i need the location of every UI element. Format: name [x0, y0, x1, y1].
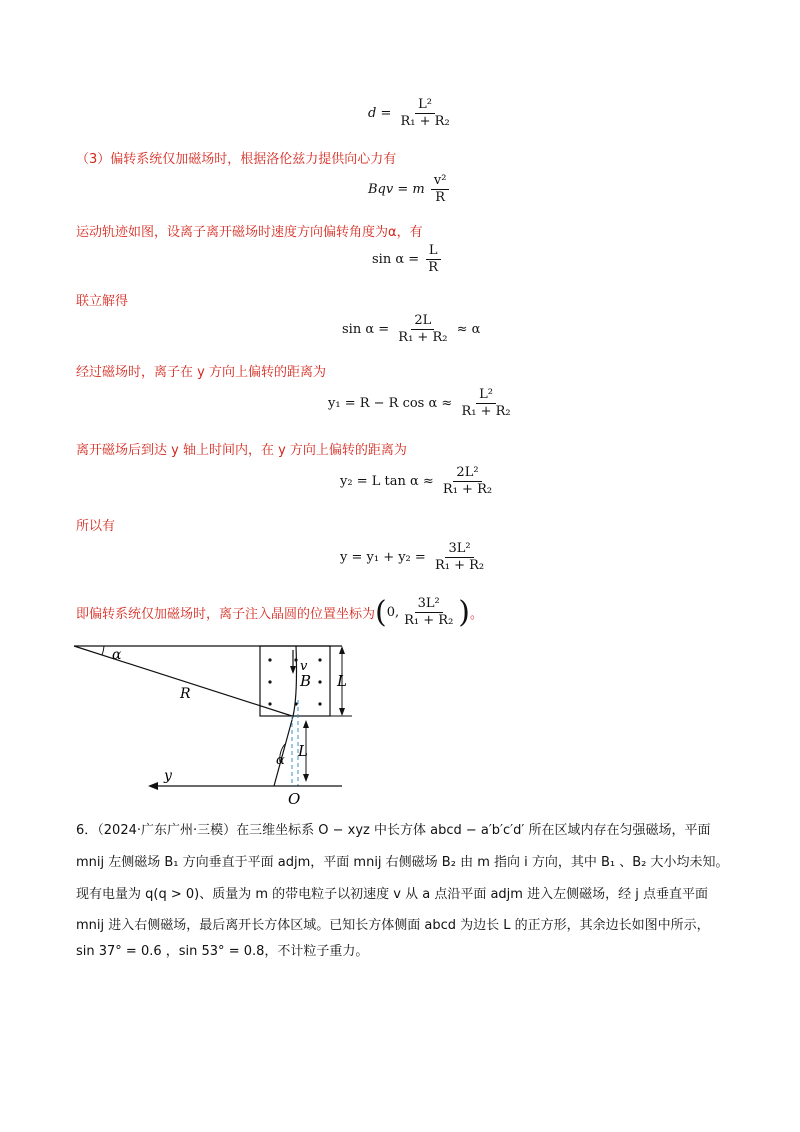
- eq-y-den: R₁ + R₂: [434, 558, 485, 573]
- label-alpha-top: α: [112, 647, 122, 663]
- eq-y-lhs: y = y₁ + y₂ =: [340, 550, 426, 565]
- label-alpha-bottom: α: [276, 753, 285, 768]
- radius-line: [74, 646, 292, 716]
- eq-y2-lhs: y₂ = L tan α ≈: [340, 474, 434, 489]
- y-axis-arrowhead: [148, 782, 158, 790]
- label-B: B: [300, 672, 312, 690]
- equation-y2: [340, 466, 497, 497]
- eq-d-lhs: d =: [368, 106, 392, 121]
- eq-y1-lhs: y₁ = R − R cos α ≈: [328, 396, 453, 411]
- problem6-line4: mnij 进入右侧磁场，最后离开长方体区域。已知长方体侧面 abcd 为边长 L 的正方形，其余边长如图中所示，: [76, 918, 710, 933]
- paragraph-y1: 经过磁场时，离子在 y 方向上偏转的距离为: [76, 365, 326, 380]
- eq-sin2-lhs: sin α =: [342, 322, 390, 337]
- label-v: v: [300, 659, 308, 674]
- eq-sin2-num: 2L: [411, 314, 434, 330]
- label-y: y: [164, 768, 172, 784]
- final-coord-first: 0,: [386, 604, 400, 620]
- problem6-line1: 6．（2024·广东广州·三模）在三维坐标系 O − xyz 中长方体 abcd − a′b′c′d′ 所在区域内存在匀强磁场，平面: [76, 823, 711, 838]
- paragraph-so: 所以有: [76, 519, 116, 534]
- equation-y1: [328, 388, 516, 419]
- eq-bqv-den: R: [435, 190, 446, 205]
- eq-d-num: L²: [415, 98, 435, 114]
- paragraph-final: [76, 590, 483, 634]
- eq-y2-num: 2L²: [453, 466, 481, 482]
- final-coordinate: ( 0, $\frac{\text{3L²}}{\text{R₁ + R₂}}$ ): [375, 594, 471, 630]
- eq-sin2-den: R₁ + R₂: [398, 330, 448, 345]
- velocity-arrowhead: [290, 666, 296, 674]
- label-L-lower: L: [298, 742, 308, 760]
- problem6-line5: sin 37° = 0.6 ，sin 53° = 0.8，不计粒子重力。: [76, 944, 369, 959]
- eq-sin2-rhs: ≈ α: [456, 322, 481, 337]
- eq-y2-den: R₁ + R₂: [442, 482, 493, 497]
- eq-bqv-num: v²: [431, 174, 450, 190]
- final-tail: 。: [470, 606, 484, 622]
- equation-bqv: [368, 174, 451, 205]
- eq-d-den: R₁ + R₂: [400, 114, 450, 129]
- eq-sin1-lhs: sin α =: [372, 252, 420, 267]
- problem6-line3: 现有电量为 q(q > 0)、质量为 m 的带电粒子以初速度 v 从 a 点沿平面 adjm 进入左侧磁场，经 j 点垂直平面: [76, 887, 708, 902]
- label-L-right: L: [337, 672, 347, 690]
- eq-sin1-num: L: [426, 244, 441, 260]
- eq-y-num: 3L²: [445, 542, 473, 558]
- label-R: R: [180, 686, 191, 702]
- paragraph-y2: 离开磁场后到达 y 轴上时间内，在 y 方向上偏转的距离为: [76, 443, 407, 458]
- deflection-figure: [60, 640, 380, 810]
- problem6-line2: mnij 左侧磁场 B₁ 方向垂直于平面 adjm，平面 mnij 右侧磁场 B₂ 由 m 指向 i 方向，其中 B₁ 、B₂ 大小均未知。: [76, 855, 729, 870]
- paragraph-trajectory: 运动轨迹如图，设离子离开磁场时速度方向偏转角度为α，有: [76, 225, 423, 240]
- eq-bqv-lhs: Bqv = m: [368, 182, 425, 197]
- eq-y1-num: L²: [476, 388, 496, 404]
- final-text: 即偏转系统仅加磁场时，离子注入晶圆的位置坐标为: [76, 606, 376, 622]
- equation-y: [340, 542, 489, 573]
- equation-sin2: [342, 314, 480, 345]
- eq-sin1-den: R: [428, 260, 439, 275]
- eq-y1-den: R₁ + R₂: [461, 404, 511, 419]
- final-coord-num: 3L²: [415, 597, 443, 613]
- paragraph-part3: （3）偏转系统仅加磁场时，根据洛伦兹力提供向心力有: [76, 152, 397, 167]
- paragraph-join: 联立解得: [76, 294, 129, 309]
- equation-d: [368, 98, 455, 129]
- label-O: O: [288, 790, 301, 808]
- angle-arc-top: [102, 646, 104, 655]
- final-coord-den: R₁ + R₂: [404, 612, 454, 628]
- equation-sin1: [372, 244, 443, 275]
